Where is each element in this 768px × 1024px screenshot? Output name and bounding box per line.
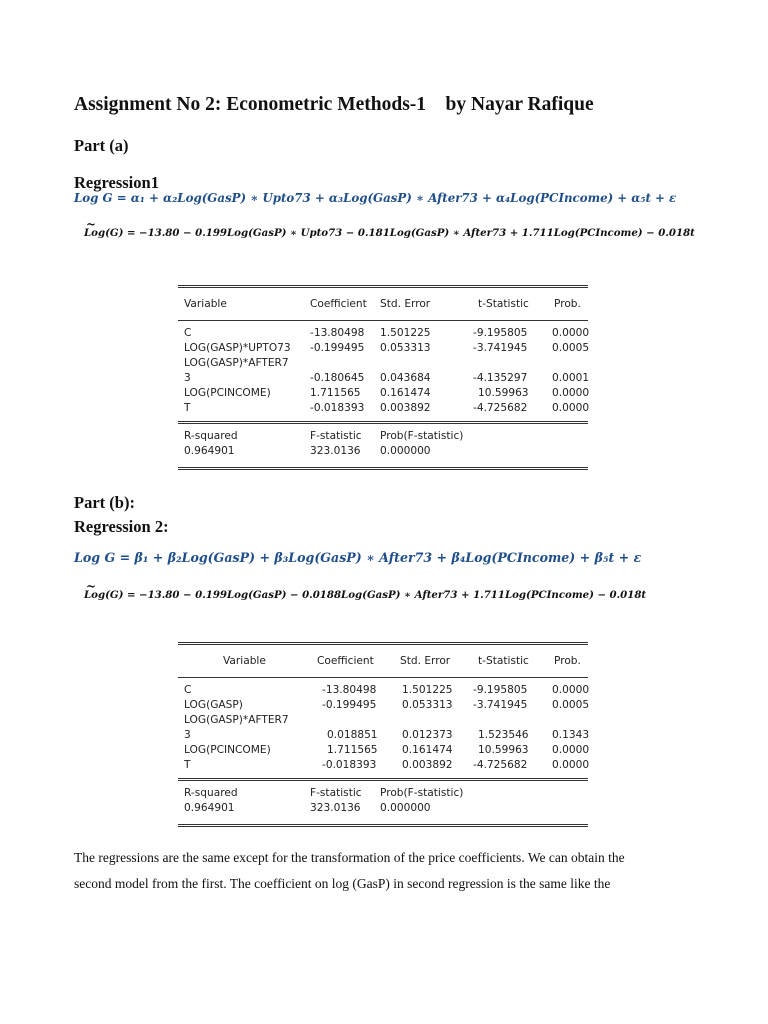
cell-prob: 0.1343 [552,729,590,741]
table-header-row [178,288,588,320]
header-t-statistic: t-Statistic [478,298,529,310]
table-stats-label-row [178,429,588,444]
cell-coefficient: -13.80498 [310,327,365,339]
cell-prob: 0.0000 [552,402,590,414]
cell-prob: 0.0000 [552,744,590,756]
table-row [178,341,588,356]
cell-t-statistic: -4.725682 [473,402,528,414]
cell-variable: LOG(GASP)*AFTER7 [184,357,289,369]
stat-value-r-squared: 0.964901 [184,445,235,457]
table-row [178,386,588,401]
table-header-row [178,645,588,677]
cell-t-statistic: -3.741945 [473,699,528,711]
regression2-model-equation: Log G = β₁ + β₂Log(GasP) + β₃Log(GasP) ∗ After73 + β₄Log(PCIncome) + β₅t + ε [74,550,642,565]
cell-variable: 3 [184,372,191,384]
table-stats-value-row [178,444,588,459]
cell-variable: T [184,402,191,414]
table-row [178,713,588,728]
cell-variable: 3 [184,729,191,741]
cell-coefficient: -0.018393 [310,402,365,414]
cell-std-error: 0.053313 [380,342,431,354]
header-std-error: Std. Error [400,655,451,667]
cell-prob: 0.0000 [552,327,590,339]
stat-value-prob-f: 0.000000 [380,802,431,814]
stat-label-prob-f: Prob(F-statistic) [380,787,464,799]
table-row [178,401,588,416]
cell-std-error: 1.501225 [402,684,453,696]
table-row [178,371,588,386]
cell-prob: 0.0005 [552,342,590,354]
cell-variable: LOG(GASP)*UPTO73 [184,342,291,354]
cell-coefficient: -0.199495 [322,699,377,711]
header-variable: Variable [184,298,227,310]
cell-std-error: 0.003892 [402,759,453,771]
cell-std-error: 0.043684 [380,372,431,384]
regression2-estimate-rhs: = −13.80 − 0.199Log(GasP) − 0.0188Log(GasP) ∗ After73 + 1.711Log(PCIncome) − 0.018t [123,589,647,601]
cell-t-statistic: 10.59963 [478,387,529,399]
table-row [178,698,588,713]
header-std-error: Std. Error [380,298,431,310]
stat-label-prob-f: Prob(F-statistic) [380,430,464,442]
regression2-estimate-lhs: ~ Log(G) [84,589,123,601]
header-prob: Prob. [554,655,581,667]
cell-t-statistic: -4.725682 [473,759,528,771]
stat-label-r-squared: R-squared [184,430,238,442]
part-a-heading: Part (a) [74,136,129,155]
cell-prob: 0.0005 [552,699,590,711]
table-stats-value-row [178,801,588,816]
stat-label-f-statistic: F-statistic [310,430,362,442]
cell-variable: C [184,684,192,696]
regression1-table [178,285,588,470]
regression1-estimate-lhs: ~ Log(G) [84,227,123,239]
cell-coefficient: 1.711565 [327,744,378,756]
table-row [178,356,588,371]
cell-variable: LOG(GASP) [184,699,243,711]
regression1-heading: Regression1 [74,173,159,192]
table-row [178,683,588,698]
table-stats-label-row [178,786,588,801]
table-row [178,743,588,758]
cell-variable: C [184,327,192,339]
table-row [178,326,588,341]
part-b-heading: Part (b): [74,493,135,512]
stat-value-f-statistic: 323.0136 [310,445,361,457]
body-paragraph [74,845,700,897]
regression2-heading: Regression 2: [74,517,169,536]
cell-t-statistic: -9.195805 [473,684,528,696]
cell-t-statistic: -9.195805 [473,327,528,339]
cell-variable: LOG(PCINCOME) [184,744,271,756]
regression1-estimate-rhs: = −13.80 − 0.199Log(GasP) ∗ Upto73 − 0.181Log(GasP) ∗ After73 + 1.711Log(PCIncome) − 0.018t [123,227,695,239]
cell-variable: T [184,759,191,771]
table-row [178,758,588,773]
cell-variable: LOG(PCINCOME) [184,387,271,399]
cell-std-error: 0.012373 [402,729,453,741]
stat-label-r-squared: R-squared [184,787,238,799]
cell-prob: 0.0000 [552,759,590,771]
table-row [178,728,588,743]
cell-coefficient: -0.018393 [322,759,377,771]
cell-prob: 0.0001 [552,372,590,384]
cell-coefficient: -13.80498 [322,684,377,696]
regression1-estimated-equation [84,227,695,239]
header-t-statistic: t-Statistic [478,655,529,667]
stat-value-r-squared: 0.964901 [184,802,235,814]
cell-prob: 0.0000 [552,387,590,399]
paragraph-line: The regressions are the same except for the transformation of the price coefficients. We can obtain the [74,850,625,865]
header-coefficient: Coefficient [310,298,367,310]
stat-label-f-statistic: F-statistic [310,787,362,799]
stat-value-f-statistic: 323.0136 [310,802,361,814]
cell-t-statistic: -3.741945 [473,342,528,354]
page-title: Assignment No 2: Econometric Methods-1 by Nayar Rafique [74,94,594,115]
regression2-estimated-equation [84,589,646,601]
cell-coefficient: -0.199495 [310,342,365,354]
cell-coefficient: 0.018851 [327,729,378,741]
cell-std-error: 0.161474 [380,387,431,399]
stat-value-prob-f: 0.000000 [380,445,431,457]
header-coefficient: Coefficient [317,655,374,667]
cell-t-statistic: 10.59963 [478,744,529,756]
regression1-model-equation: Log G = α₁ + α₂Log(GasP) ∗ Upto73 + α₃Log(GasP) ∗ After73 + α₄Log(PCIncome) + α₅t + ε [74,191,677,205]
cell-t-statistic: -4.135297 [473,372,528,384]
cell-std-error: 0.003892 [380,402,431,414]
cell-std-error: 0.053313 [402,699,453,711]
header-prob: Prob. [554,298,581,310]
cell-coefficient: -0.180645 [310,372,365,384]
cell-variable: LOG(GASP)*AFTER7 [184,714,289,726]
regression2-table [178,642,588,827]
cell-coefficient: 1.711565 [310,387,361,399]
paragraph-line: second model from the first. The coefficient on log (GasP) in second regression is the same like the [74,876,611,891]
cell-std-error: 0.161474 [402,744,453,756]
cell-std-error: 1.501225 [380,327,431,339]
cell-t-statistic: 1.523546 [478,729,529,741]
cell-prob: 0.0000 [552,684,590,696]
header-variable: Variable [223,655,266,667]
